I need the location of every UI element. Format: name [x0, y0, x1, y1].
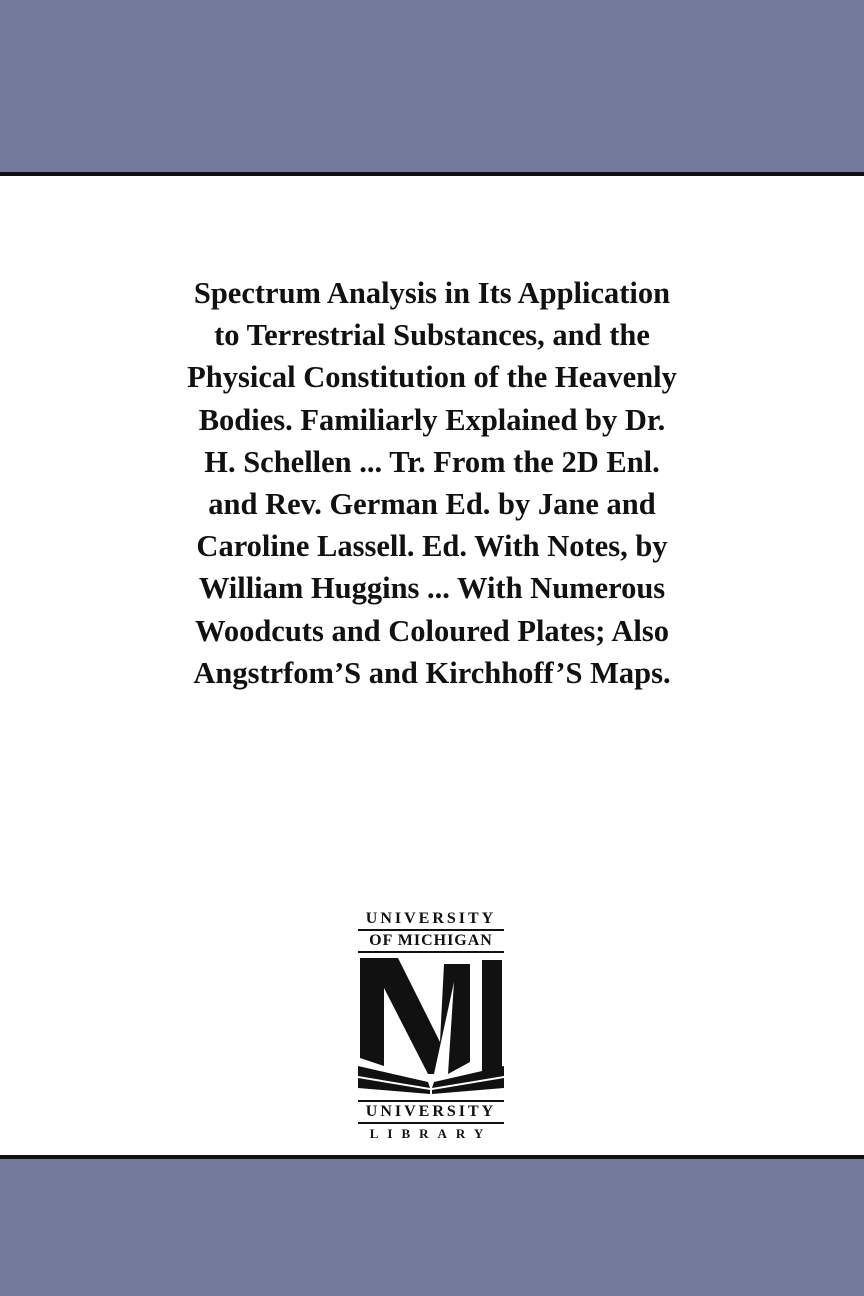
title-line: Spectrum Analysis in Its Application: [193, 276, 671, 310]
logo-rule: [358, 1100, 504, 1102]
title-line: and Rev. German Ed. by Jane and: [208, 487, 656, 522]
logo-of-michigan: OF MICHIGAN: [369, 932, 493, 949]
logo-rule: [358, 951, 504, 953]
university-library-logo: [358, 910, 504, 1143]
title-line: William Huggins ... With Numerous: [198, 571, 666, 606]
logo-university-2: UNIVERSITY: [365, 1103, 497, 1120]
logo-university: UNIVERSITY: [365, 910, 497, 927]
top-band: [0, 0, 864, 172]
m-book-emblem-icon: [358, 954, 504, 1094]
logo-library: LIBRARY: [369, 1126, 493, 1141]
title-line: Woodcuts and Coloured Plates; Also: [195, 613, 669, 648]
title-line: H. Schellen ... Tr. From the 2D Enl.: [204, 444, 660, 479]
book-title: [60, 272, 804, 694]
bottom-band: [0, 1159, 864, 1296]
title-line: Physical Constitution of the Heavenly: [187, 360, 677, 395]
title-line: to Terrestrial Substances, and the: [214, 318, 650, 353]
logo-rule: [358, 929, 504, 931]
logo-rule: [358, 1122, 504, 1124]
title-line: Angstrfom’S and Kirchhoff’S Maps.: [193, 655, 671, 690]
title-line: Caroline Lassell. Ed. With Notes, by: [196, 529, 668, 564]
title-line: Bodies. Familiarly Explained by Dr.: [198, 402, 666, 437]
